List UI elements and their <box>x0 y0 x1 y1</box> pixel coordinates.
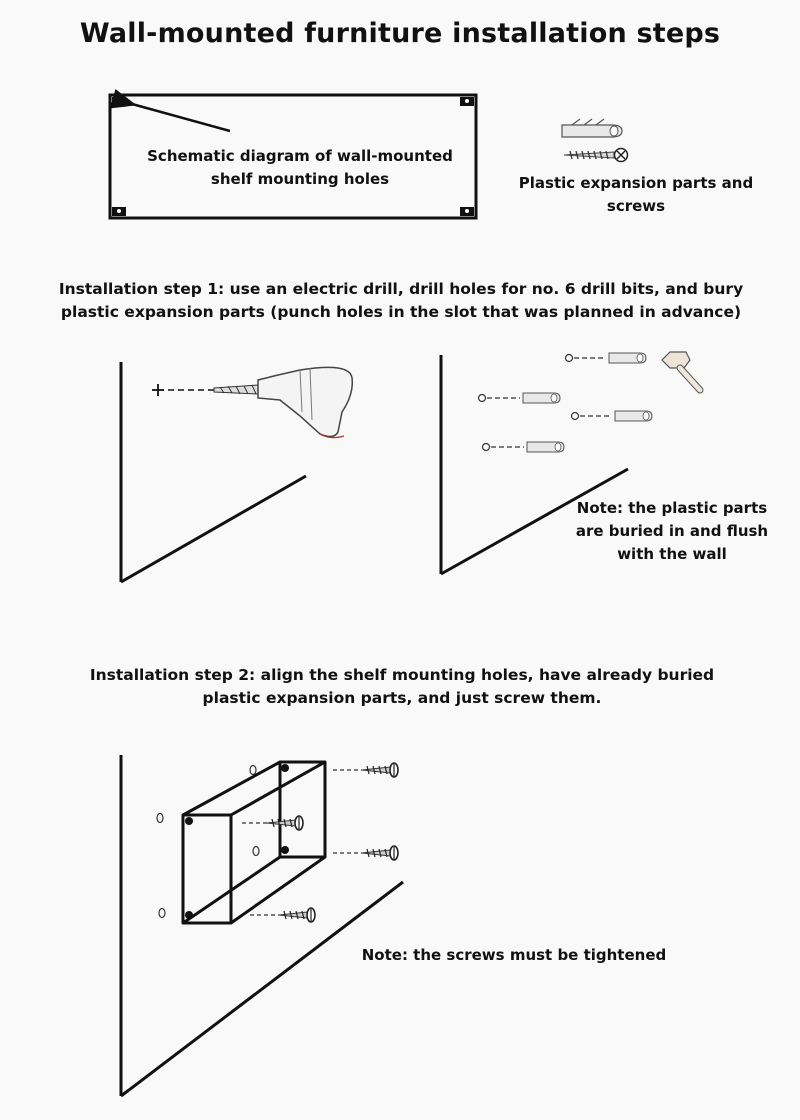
expansion-part-row-2 <box>479 393 561 403</box>
screw-middle-right <box>333 846 398 860</box>
box-shelf-icon <box>183 762 325 923</box>
electric-drill-icon <box>214 367 352 437</box>
pointer-arrow <box>132 104 230 131</box>
step2-note: Note: the screws must be tightened <box>361 946 667 964</box>
screw-bottom <box>250 908 315 922</box>
page-title: Wall-mounted furniture installation steps <box>79 18 721 49</box>
expansion-part-icon <box>562 119 622 137</box>
wall-holes <box>157 766 259 918</box>
step1-instruction: Installation step 1: use an electric drill, drill holes for no. 6 drill bits, and bury plastic expansion parts (punch holes in the slot that was planned in advance) <box>58 280 744 321</box>
shelf-corner-holes <box>185 764 289 919</box>
screw-middle-left <box>242 816 303 830</box>
mounting-holes-caption: Schematic diagram of wall-mounted shelf mounting holes <box>147 147 453 188</box>
step2-instruction: Installation step 2: align the shelf mounting holes, have already buried plastic expansion parts, and just screw them. <box>89 666 715 707</box>
expansion-part-row-1 <box>566 353 647 363</box>
screw-icon <box>564 149 628 162</box>
hammer-icon <box>662 352 700 390</box>
step1-note: Note: the plastic parts are buried in and flush with the wall <box>575 499 769 563</box>
expansion-part-row-4 <box>483 442 565 452</box>
step2-wall-shelf <box>121 755 403 1096</box>
expansion-parts-caption: Plastic expansion parts and screws <box>518 174 754 215</box>
step1-wall-drilling <box>121 362 352 582</box>
expansion-part-and-screw <box>562 119 628 162</box>
expansion-part-row-3 <box>572 411 653 421</box>
screw-top-right <box>333 763 398 777</box>
drill-target-mark <box>152 384 214 396</box>
